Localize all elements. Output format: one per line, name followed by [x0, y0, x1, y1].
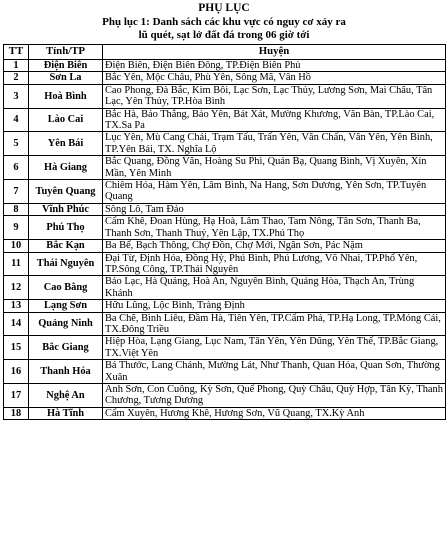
row-number: 5 [4, 132, 29, 156]
row-province: Cao Bằng [29, 276, 103, 300]
subtitle-line-2: lũ quét, sạt lở đất đá trong 06 giờ tới [138, 29, 310, 41]
table-row [4, 108, 446, 132]
row-districts: Ba Bể, Bạch Thông, Chợ Đồn, Chợ Mới, Ngân Sơn, Pác Nặm [103, 240, 446, 252]
row-districts: Cao Phong, Đà Bắc, Kim Bôi, Lạc Sơn, Lạc Thủy, Lương Sơn, Mai Châu, Tân Lạc, Yên Thủy, TP.Hòa Bình [103, 84, 446, 108]
row-number: 13 [4, 300, 29, 312]
header-districts: Huyện [103, 45, 446, 60]
row-districts: Lục Yên, Mù Cang Chải, Trạm Tấu, Trấn Yên, Văn Chấn, Văn Yên, Yên Bình, TP.Yên Bái, TX. Nghĩa Lộ [103, 132, 446, 156]
row-districts: Bắc Hà, Bảo Thắng, Bảo Yên, Bát Xát, Mường Khương, Văn Bàn, TP.Lào Cai, TX.Sa Pa [103, 108, 446, 132]
row-number: 2 [4, 72, 29, 84]
row-number: 3 [4, 84, 29, 108]
header-tt: TT [4, 45, 29, 60]
row-number: 15 [4, 336, 29, 360]
row-districts: Hữu Lũng, Lộc Bình, Tràng Định [103, 300, 446, 312]
table-row [4, 300, 446, 312]
table-row [4, 60, 446, 72]
table-row [4, 360, 446, 384]
table-row [4, 276, 446, 300]
row-number: 14 [4, 312, 29, 336]
row-number: 8 [4, 203, 29, 215]
row-districts: Chiêm Hóa, Hàm Yên, Lâm Bình, Na Hang, Sơn Dương, Yên Sơn, TP.Tuyên Quang [103, 180, 446, 204]
row-number: 1 [4, 60, 29, 72]
page-title: PHỤ LỤC [198, 2, 250, 14]
row-province: Nghệ An [29, 383, 103, 407]
row-province: Hà Tĩnh [29, 407, 103, 419]
row-province: Thanh Hóa [29, 360, 103, 384]
table-row [4, 84, 446, 108]
row-districts: Bá Thước, Lang Chánh, Mường Lát, Như Thanh, Quan Hóa, Quan Sơn, Thường Xuân [103, 360, 446, 384]
row-number: 12 [4, 276, 29, 300]
row-province: Tuyên Quang [29, 180, 103, 204]
table-row [4, 252, 446, 276]
header-province: Tỉnh/TP [29, 45, 103, 60]
row-province: Hà Giang [29, 156, 103, 180]
row-districts: Ba Chẽ, Bình Liêu, Đầm Hà, Tiên Yên, TP.Cẩm Phả, TP.Hạ Long, TP.Móng Cái, TX.Đông Triều [103, 312, 446, 336]
row-districts: Đại Từ, Định Hóa, Đồng Hỷ, Phú Bình, Phú Lương, Võ Nhai, TP.Phổ Yên, TP.Sông Công, TP.Thái Nguyên [103, 252, 446, 276]
risk-area-table [3, 44, 446, 420]
row-districts: Hiệp Hòa, Lạng Giang, Lục Nam, Tân Yên, Yên Dũng, Yên Thế, TP.Bắc Giang, TX.Việt Yên [103, 336, 446, 360]
table-row [4, 312, 446, 336]
row-number: 17 [4, 383, 29, 407]
table-row [4, 240, 446, 252]
table-row [4, 203, 446, 215]
row-number: 10 [4, 240, 29, 252]
row-province: Phú Thọ [29, 216, 103, 240]
row-province: Bắc Giang [29, 336, 103, 360]
row-province: Điện Biên [29, 60, 103, 72]
row-districts: Bắc Yên, Mộc Châu, Phù Yên, Sông Mã, Vân Hồ [103, 72, 446, 84]
table-row [4, 156, 446, 180]
row-districts: Anh Sơn, Con Cuông, Kỳ Sơn, Quế Phong, Quỳ Châu, Quỳ Hợp, Tân Kỳ, Thanh Chương, Tương Dương [103, 383, 446, 407]
row-number: 18 [4, 407, 29, 419]
row-number: 6 [4, 156, 29, 180]
table-row [4, 216, 446, 240]
row-province: Vĩnh Phúc [29, 203, 103, 215]
row-districts: Cẩm Xuyên, Hương Khê, Hương Sơn, Vũ Quang, TX.Kỳ Anh [103, 407, 446, 419]
table-row [4, 407, 446, 419]
page-subtitle [3, 16, 445, 42]
row-province: Bắc Kạn [29, 240, 103, 252]
table-row [4, 180, 446, 204]
row-districts: Bắc Quang, Đồng Văn, Hoàng Su Phì, Quản Bạ, Quang Bình, Vị Xuyên, Xín Mần, Yên Minh [103, 156, 446, 180]
table-row [4, 132, 446, 156]
table-header-row [4, 45, 446, 60]
row-province: Thái Nguyên [29, 252, 103, 276]
row-number: 11 [4, 252, 29, 276]
row-province: Yên Bái [29, 132, 103, 156]
row-province: Sơn La [29, 72, 103, 84]
row-province: Hoà Bình [29, 84, 103, 108]
row-districts: Sông Lô, Tam Đảo [103, 203, 446, 215]
row-districts: Điện Biên, Điện Biên Đông, TP.Điện Biên Phủ [103, 60, 446, 72]
row-number: 16 [4, 360, 29, 384]
subtitle-line-1: Phụ lục 1: Danh sách các khu vực có nguy cơ xảy ra [102, 16, 346, 28]
row-number: 9 [4, 216, 29, 240]
table-row [4, 383, 446, 407]
table-row [4, 72, 446, 84]
row-districts: Bảo Lạc, Hà Quảng, Hoà An, Nguyên Bình, Quảng Hòa, Thạch An, Trùng Khánh [103, 276, 446, 300]
row-number: 7 [4, 180, 29, 204]
row-number: 4 [4, 108, 29, 132]
row-province: Lạng Sơn [29, 300, 103, 312]
row-province: Lào Cai [29, 108, 103, 132]
row-districts: Cẩm Khê, Đoan Hùng, Hạ Hoà, Lâm Thao, Tam Nông, Tân Sơn, Thanh Ba, Thanh Sơn, Thanh Thuỷ, Yên Lập, TX.Phú Thọ [103, 216, 446, 240]
table-row [4, 336, 446, 360]
row-province: Quảng Ninh [29, 312, 103, 336]
